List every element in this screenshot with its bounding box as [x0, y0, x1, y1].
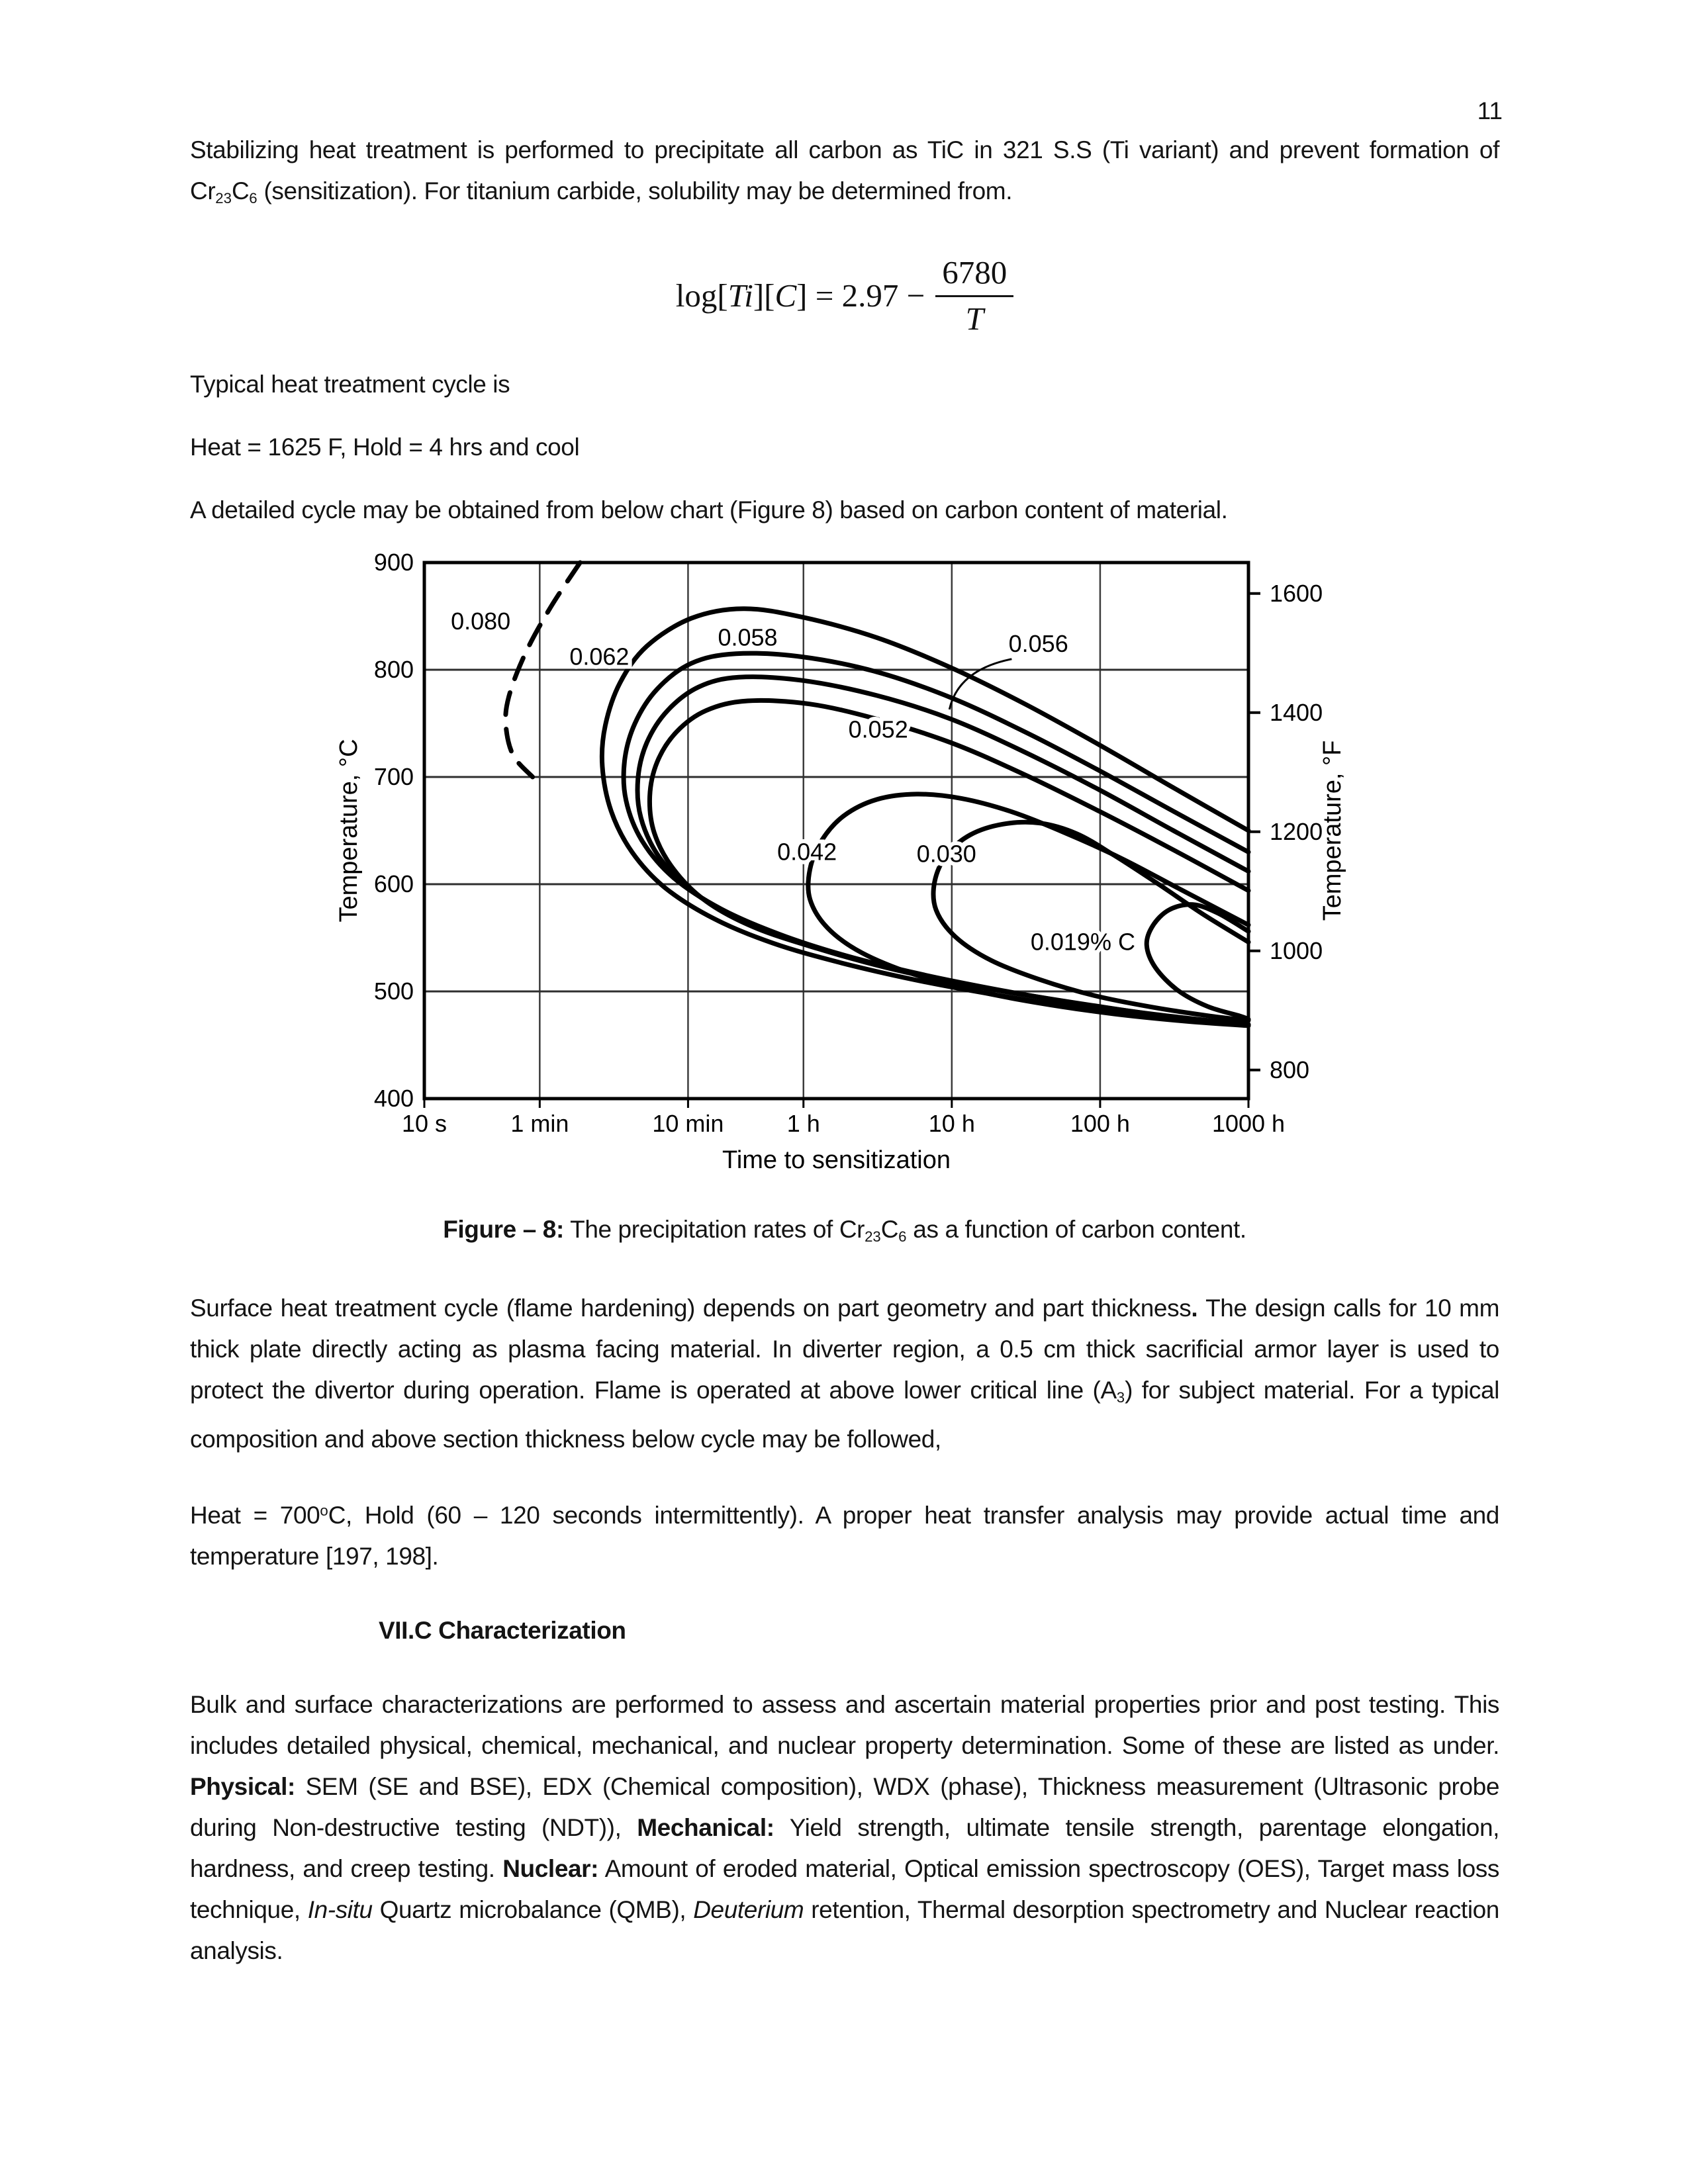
figure-8: [190, 553, 1499, 1195]
text-run: Yield strength, ultimate tensile strength, parentage elongation, hardness, and creep testing.: [190, 1813, 1499, 1882]
text-run: Nuclear:: [502, 1854, 599, 1882]
text-run: Deuterium: [693, 1895, 804, 1923]
text-run: C: [231, 177, 250, 205]
y-tick-label-f: 1400: [1270, 699, 1323, 727]
text-run: Stabilizing heat treatment is performed to precipitate all carbon as TiC in 321 S.S (Ti variant) and prevent formation of Cr: [190, 136, 1499, 205]
x-tick-label: 10 s: [401, 1110, 447, 1138]
formula-log-prefix: log[Ti][C] = 2.97 −: [675, 277, 925, 314]
y-tick-label-c: 500: [373, 978, 414, 1005]
text-run: .: [1191, 1295, 1206, 1322]
sensitization-chart: [332, 553, 1358, 1191]
text-run: Quartz microbalance (QMB),: [372, 1895, 694, 1923]
x-axis: [402, 1099, 1285, 1174]
curve-label: 0.062: [569, 643, 630, 670]
text-run: 23: [215, 190, 232, 207]
curve-label: 0.080: [451, 608, 511, 635]
x-tick-label: 10 h: [928, 1110, 975, 1138]
y-tick-label-c: 800: [373, 656, 414, 684]
y-axis-left: [335, 553, 414, 1112]
paragraph-heat-700: [190, 1490, 1499, 1577]
text-run: Surface heat treatment cycle (flame hardening) depends on part geometry and part thickness: [190, 1295, 1192, 1322]
y-tick-label-c: 600: [373, 870, 414, 898]
x-tick-label: 1000 h: [1211, 1110, 1286, 1138]
paragraph-heat-1625: Heat = 1625 F, Hold = 4 hrs and cool: [190, 433, 580, 461]
text-run: C: [880, 1216, 899, 1244]
y-axis-right: [1248, 580, 1346, 1083]
text-run: Figure – 8:: [443, 1216, 564, 1244]
y-tick-label-f: 1200: [1270, 818, 1323, 846]
chart-curves: [506, 563, 1248, 1026]
y-tick-label-f: 1600: [1270, 580, 1323, 608]
text-run: Heat = 700: [190, 1501, 320, 1529]
x-axis-title: Time to sensitization: [722, 1146, 951, 1175]
y-tick-label-f: 1000: [1270, 937, 1323, 965]
paragraph-stabilizing: [190, 130, 1499, 219]
text-run: Mechanical:: [637, 1813, 774, 1841]
page-number: 11: [1477, 97, 1503, 124]
y-tick-label-f: 800: [1270, 1056, 1310, 1084]
curve-label: 0.030: [916, 840, 976, 868]
text-run: Amount of eroded material, Optical emission spectroscopy (OES), Target mass loss technique,: [190, 1854, 1499, 1923]
text-run: retention, Thermal desorption spectrometry and Nuclear reaction analysis.: [190, 1895, 1499, 1964]
y-axis-title-left: Temperature, °C: [335, 739, 363, 923]
y-axis-title-right: Temperature, °F: [1319, 740, 1346, 921]
text-run: ) for subject material. For a typical composition and above section thickness below cycle may be followed,: [190, 1377, 1499, 1453]
chart-border: [424, 563, 1248, 1099]
text-run: The design calls for 10 mm thick plate directly acting as plasma facing material. In diverter region, a 0.5 cm thick sacrificial armor layer is used to protect the divertor during operation. Flame is operated at above lower critical line (A: [190, 1295, 1500, 1404]
text-run: 6: [898, 1228, 907, 1246]
text-run: 6: [249, 190, 258, 207]
text-run: In-situ: [307, 1895, 373, 1923]
paragraph-detailed-cycle: A detailed cycle may be obtained from below chart (Figure 8) based on carbon content of material.: [190, 496, 1228, 524]
text-run: C, Hold (60 – 120 seconds intermittently). A proper heat transfer analysis may provide actual time and temperature [197, 198].: [190, 1501, 1499, 1570]
text-run: as a function of carbon content.: [906, 1216, 1246, 1244]
text-run: (sensitization). For titanium carbide, solubility may be determined from.: [257, 177, 1013, 205]
curve-0.019% C: [1147, 905, 1248, 1019]
formula-fraction: [935, 253, 1013, 338]
x-tick-label: 10 min: [652, 1110, 724, 1138]
solubility-formula: [190, 253, 1499, 338]
formula-expression: [676, 253, 1014, 338]
curve-label: 0.052: [848, 715, 908, 743]
x-tick-label: 1 min: [510, 1110, 569, 1138]
y-tick-label-c: 700: [373, 763, 414, 791]
chart-curve-labels: [451, 608, 1135, 955]
text-run: The precipitation rates of Cr: [563, 1216, 865, 1244]
text-run: 23: [865, 1228, 881, 1246]
curve-label: 0.042: [777, 838, 837, 866]
paragraph-surface-treatment: [190, 1288, 1499, 1459]
paragraph-characterization: [190, 1684, 1499, 1972]
y-tick-label-c: 900: [373, 553, 414, 576]
chart-grid: [424, 563, 1248, 1099]
curve-label: 0.058: [718, 623, 778, 651]
curve-label: 0.019% C: [1030, 928, 1135, 956]
figure-8-caption: [190, 1209, 1499, 1257]
text-run: 3: [1116, 1389, 1125, 1406]
paragraph-typical-cycle: Typical heat treatment cycle is: [190, 371, 510, 398]
text-run: Bulk and surface characterizations are performed to assess and ascertain material properties prior and post testing. This includes detailed physical, chemical, mechanical, and nuclear property determination. Some of these are listed as under.: [190, 1690, 1499, 1759]
curve-label: 0.056: [1008, 630, 1068, 658]
text-run: SEM (SE and BSE), EDX (Chemical composition), WDX (phase), Thickness measurement (Ultrasonic probe during Non-destructive testing (NDT)),: [190, 1772, 1499, 1841]
section-heading-characterization: VII.C Characterization: [379, 1616, 626, 1644]
x-tick-label: 100 h: [1070, 1110, 1130, 1138]
text-run: Physical:: [190, 1772, 295, 1800]
formula-denominator: T: [965, 300, 984, 338]
y-tick-label-c: 400: [373, 1085, 414, 1113]
x-tick-label: 1 h: [786, 1110, 820, 1138]
text-run: o: [320, 1502, 328, 1519]
formula-numerator: 6780: [935, 253, 1013, 297]
